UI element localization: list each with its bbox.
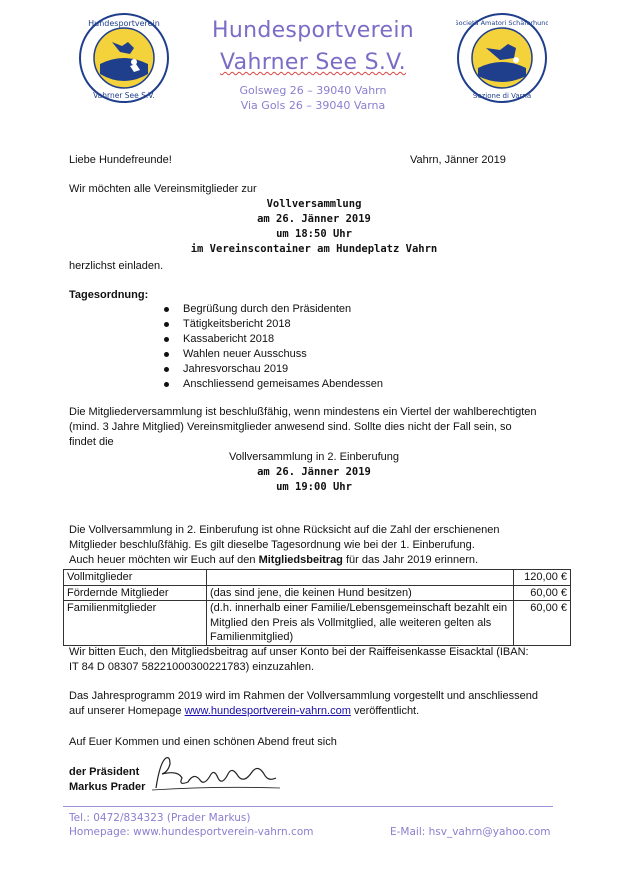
meeting-title: Vollversammlung xyxy=(266,198,362,210)
agenda-item: Jahresvorschau 2019 xyxy=(164,362,383,377)
agenda-title: Tagesordnung: xyxy=(69,289,149,301)
fee-type: Familienmitglieder xyxy=(64,601,207,646)
signature xyxy=(148,752,288,796)
closing-text: Auf Euer Kommen und einen schönen Abend freut sich xyxy=(69,736,337,748)
svg-text:Società Amatori Schäferhund: Società Amatori Schäferhund xyxy=(456,19,548,27)
agenda-item: Wahlen neuer Ausschuss xyxy=(164,347,383,362)
quorum-text-line1: Die Mitgliederversammlung ist beschlußfähig, wenn mindestens ein Viertel der wahlberechtigten xyxy=(69,406,537,418)
table-row xyxy=(64,601,571,646)
letter-date: Vahrn, Jänner 2019 xyxy=(410,154,506,166)
agenda-item: Tätigkeitsbericht 2018 xyxy=(164,317,383,332)
table-row xyxy=(64,570,571,586)
invite-text: herzlichst einladen. xyxy=(69,260,164,272)
second-meeting-date: am 26. Jänner 2019 xyxy=(257,466,371,478)
agenda-item: Kassabericht 2018 xyxy=(164,332,383,347)
quorum-text-line3: findet die xyxy=(69,436,114,448)
agenda-item: Begrüßung durch den Präsidenten xyxy=(164,302,383,317)
second-meeting-title: Vollversammlung in 2. Einberufung xyxy=(229,451,399,463)
program-text-line1: Das Jahresprogramm 2019 wird im Rahmen der Vollversammlung vorgestellt und anschliessend xyxy=(69,690,538,702)
svg-text:Hundesportverein: Hundesportverein xyxy=(88,19,160,28)
footer-divider xyxy=(63,806,553,807)
fee-note xyxy=(207,570,514,586)
meeting-date: am 26. Jänner 2019 xyxy=(257,213,371,225)
meeting-place: im Vereinscontainer am Hundeplatz Vahrn xyxy=(190,243,438,255)
svg-text:Vahrner See S.V.: Vahrner See S.V. xyxy=(93,91,155,100)
fee-amount: 60,00 € xyxy=(514,601,571,646)
fee-type: Vollmitglieder xyxy=(64,570,207,586)
signer-name: Markus Prader xyxy=(69,781,146,793)
fee-intro-bold: Mitgliedsbeitrag xyxy=(258,554,343,566)
club-name-line2: Vahrner See S.V. xyxy=(220,50,406,75)
club-name: Hundesportverein xyxy=(212,18,414,43)
fee-note: (d.h. innerhalb einer Familie/Lebensgemeinschaft bezahlt ein Mitglied den Preis als Vollmitglied, alle weiteren gelten als Familienmitglied) xyxy=(207,601,514,646)
meeting-time: um 18:50 Uhr xyxy=(276,228,352,240)
fee-amount: 60,00 € xyxy=(514,585,571,601)
program-text-line2: auf unserer Homepage www.hundesportverein-vahrn.com veröffentlicht. xyxy=(69,705,420,717)
agenda-list xyxy=(164,302,383,392)
agenda-item: Anschliessend gemeisames Abendessen xyxy=(164,377,383,392)
fee-type: Fördernde Mitglieder xyxy=(64,585,207,601)
second-meeting-text-line2: Mitglieder beschlußfähig. Es gilt dieselbe Tagesordnung wie bei der 1. Einberufung. xyxy=(69,539,475,551)
signer-title: der Präsident xyxy=(69,766,140,778)
fee-intro: Auch heuer möchten wir Euch auf den Mitgliedsbeitrag für das Jahr 2019 erinnern. xyxy=(69,554,479,566)
quorum-text-line2: (mind. 3 Jahre Mitglied) Vereinsmitglieder anwesend sind. Sollte dies nicht der Fall sein, so xyxy=(69,421,512,433)
greeting: Liebe Hundefreunde! xyxy=(69,154,172,166)
bank-text-line2: IT 84 D 08307 58221000300221783) einzuzahlen. xyxy=(69,661,315,673)
footer-phone: Tel.: 0472/834323 (Prader Markus) xyxy=(69,812,251,824)
address-german: Golsweg 26 – 39040 Vahrn xyxy=(239,84,387,97)
fee-amount: 120,00 € xyxy=(514,570,571,586)
intro-text: Wir möchten alle Vereinsmitglieder zur xyxy=(69,183,257,195)
table-row xyxy=(64,585,571,601)
svg-text:Sezione di Varna: Sezione di Varna xyxy=(472,92,532,100)
address-italian: Via Gols 26 – 39040 Varna xyxy=(240,99,386,112)
second-meeting-time: um 19:00 Uhr xyxy=(276,481,352,493)
fee-note: (das sind jene, die keinen Hund besitzen) xyxy=(207,585,514,601)
footer-email[interactable]: E-Mail: hsv_vahrn@yahoo.com xyxy=(390,826,551,838)
second-meeting-text-line1: Die Vollversammlung in 2. Einberufung ist ohne Rücksicht auf die Zahl der erschienenen xyxy=(69,524,500,536)
homepage-link[interactable]: www.hundesportverein-vahrn.com xyxy=(184,705,351,717)
footer-homepage[interactable]: Homepage: www.hundesportverein-vahrn.com xyxy=(69,826,314,838)
bank-text-line1: Wir bitten Euch, den Mitgliedsbeitrag auf unser Konto bei der Raiffeisenkasse Eisacktal (IBAN: xyxy=(69,646,529,658)
membership-fee-table xyxy=(63,569,571,646)
